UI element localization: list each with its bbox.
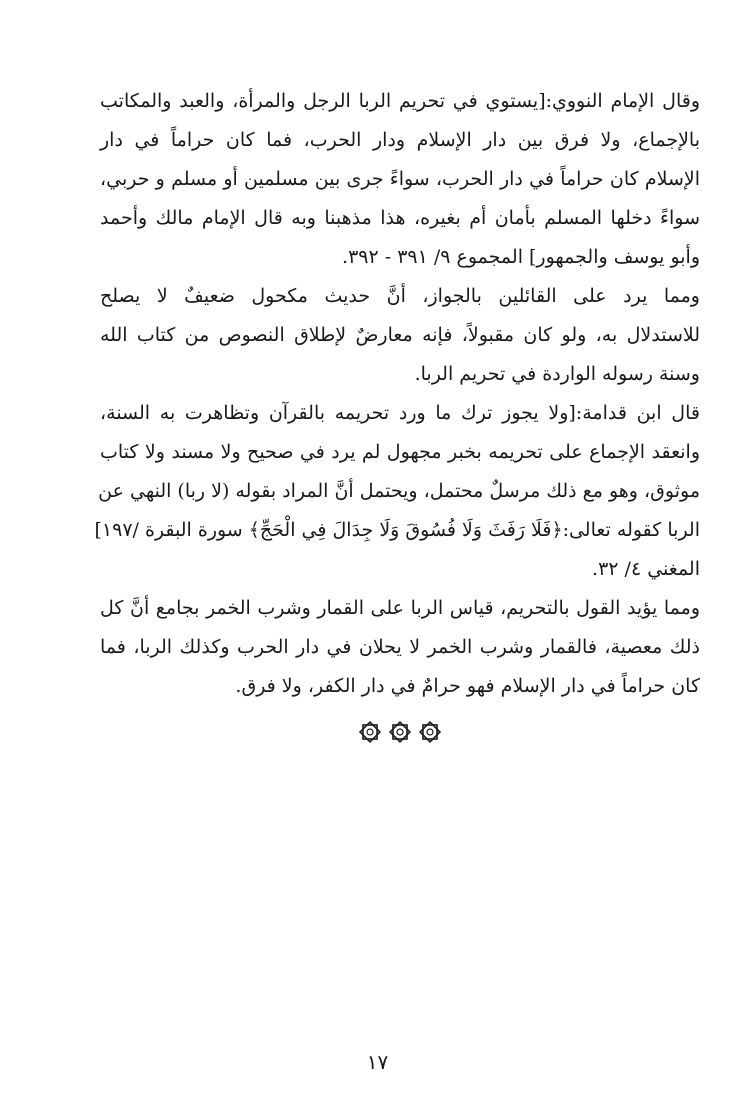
text-line: وأبو يوسف والجمهور] المجموع ٩/ ٣٩١ - ٣٩٢. — [342, 246, 700, 268]
text-line: ومما يرد على القائلين بالجواز، أنَّ حديث مكحول ضعيفٌ لا يصلح — [100, 285, 700, 307]
star-ornament-icon — [357, 719, 383, 745]
text-line: بالإجماع، ولا فرق بين دار الإسلام ودار الحرب، فما كان حراماً في دار — [100, 129, 700, 151]
text-line: ذلك معصية، فالقمار وشرب الخمر لا يحلان في دار الحرب وكذلك الربا، فما — [100, 636, 700, 658]
text-line: موثوق، وهو مع ذلك مرسلٌ محتمل، ويحتمل أنَّ المراد بقوله (لا ربا) النهي عن — [98, 480, 700, 502]
text-line: وانعقد الإجماع على تحريمه بخبر مجهول لم يرد في صحيح ولا مسند ولا كتاب — [100, 441, 700, 463]
text-line: وقال الإمام النووي:[يستوي في تحريم الربا الرجل والمرأة، والعبد والمكاتب — [100, 90, 700, 112]
star-ornament-icon — [387, 719, 413, 745]
body-text — [94, 82, 700, 758]
text-line: الربا كقوله تعالى:﴿فَلَا رَفَثَ وَلَا فُسُوقَ وَلَا جِدَالَ فِي الْحَجِّ﴾ سورة البقرة /١٩٧] — [94, 519, 700, 541]
text-line: كان حراماً في دار الإسلام فهو حرامٌ في دار الكفر، ولا فرق. — [235, 675, 700, 697]
star-ornament-icon — [417, 719, 443, 745]
text-line: سواءً دخلها المسلم بأمان أم بغيره، هذا مذهبنا وبه قال الإمام مالك وأحمد — [100, 207, 700, 229]
page-number: ١٧ — [366, 1050, 389, 1074]
text-line: للاستدلال به، ولو كان مقبولاً، فإنه معارضٌ لإطلاق النصوص من كتاب الله — [100, 324, 700, 346]
text-line: قال ابن قدامة:[ولا يجوز ترك ما ورد تحريمه بالقرآن وتظاهرت به السنة، — [100, 402, 700, 424]
section-divider — [100, 706, 700, 758]
text-line: المغني ٤/ ٣٢. — [592, 558, 700, 580]
text-line: الإسلام كان حراماً في دار الحرب، سواءً جرى بين مسلمين أو مسلم و حربي، — [100, 168, 700, 190]
text-line: ومما يؤيد القول بالتحريم، قياس الربا على القمار وشرب الخمر بجامع أنَّ كل — [100, 597, 700, 619]
text-line: وسنة رسوله الواردة في تحريم الربا. — [414, 363, 700, 385]
